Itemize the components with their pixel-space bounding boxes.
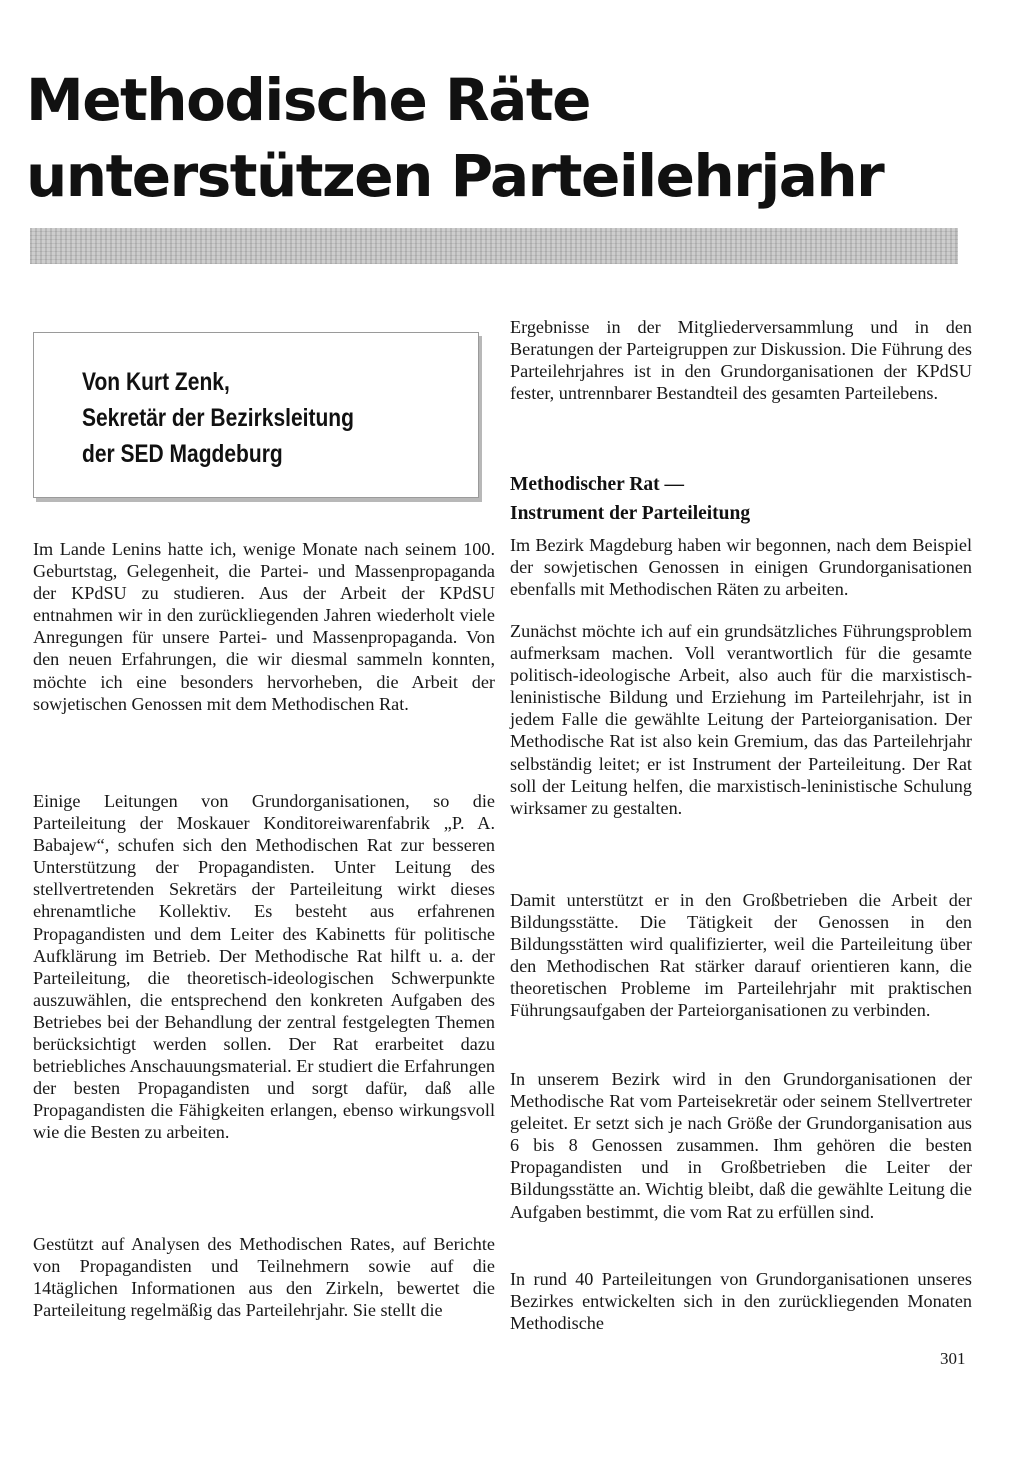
title-line-1: Methodische Räte [26,66,590,134]
body-paragraph: Im Lande Lenins hatte ich, wenige Monate nach seinem 100. Geburtstag, Gelegenheit, die Partei- und Massenpropaganda der KPdSU zu studieren. Aus der Arbeit der KPdSU entnahmen wir in den zurückliegenden Jahren wiederholt viele Anregungen für unsere Partei- und Massenpropaganda. Von den neuen Erfahrungen, die wir diesmal sammeln konnten, möchte ich eine besonders hervorheben, die Arbeit der sowjetischen Genossen mit dem Methodischen Rat. [33,539,495,714]
article-title [26,62,996,214]
author-line-2: Sekretär der Bezirksleitung [82,404,354,432]
body-paragraph: Zunächst möchte ich auf ein grundsätzliches Führungsproblem aufmerksam machen. Voll verantwortlich für die gesamte politisch-ideologische Arbeit, also auch für die marxistisch-leninistische Bildung und Erziehung im Parteilehrjahr, ist in jedem Falle die gewählte Leitung der Parteiorganisation. Der Methodische Rat ist also kein Gremium, das das Parteilehrjahr selbständig leitet; er ist Instrument der Parteileitung. Der Rat soll der Leitung helfen, die marxistisch-leninistische Schulung wirksamer zu gestalten. [510,621,972,818]
author-line-3: der SED Magdeburg [82,440,283,468]
body-paragraph: Gestützt auf Analysen des Methodischen Rates, auf Berichte von Propagandisten und Teilnehmern sowie auf die 14täglichen Informationen aus den Zirkeln, bewertet die Parteileitung regelmäßig das Parteilehrjahr. Sie stellt die [33,1234,495,1321]
author-line-1: Von Kurt Zenk, [82,368,230,396]
title-line-2: unterstützen Parteilehrjahr [26,142,884,210]
section-subheading [510,470,972,528]
subheading-line-1: Methodischer Rat — [510,474,685,495]
page-number: 301 [940,1349,966,1368]
subheading-line-2: Instrument der Parteileitung [510,503,751,524]
body-paragraph: Damit unterstützt er in den Großbetrieben die Arbeit der Bildungsstätte. Die Tätigkeit der Genossen in den Bildungsstätten wird qualifizierter, weil die Parteileitung über den Methodischen Rat stärker darauf orientieren kann, die theoretischen Probleme im Parteilehrjahr mit praktischen Führungsaufgaben der Parteiorganisationen zu verbinden. [510,890,972,1021]
body-paragraph: In rund 40 Parteileitungen von Grundorganisationen unseres Bezirkes entwickelten sich in den zurückliegenden Monaten Methodische [510,1269,972,1334]
body-paragraph: Ergebnisse in der Mitgliederversammlung und in den Beratungen der Parteigruppen zur Diskussion. Die Führung des Parteilehrjahres ist in den Grundorganisationen der KPdSU fester, untrennbarer Bestandteil des gesamten Parteilebens. [510,317,972,404]
body-paragraph: Einige Leitungen von Grundorganisationen, so die Parteileitung der Moskauer Konditoreiwarenfabrik „P. A. Babajew“, schufen sich den Methodischen Rat zur besseren Unterstützung der Propagandisten. Unter Leitung des stellvertretenden Sekretärs der Parteileitung wirkt dieses ehrenamtliche Kollektiv. Es besteht aus erfahrenen Propagandisten und dem Leiter des Kabinetts für politische Aufklärung im Betrieb. Der Methodische Rat hilft u. a. der Parteileitung, die theoretisch-ideologischen Schwerpunkte auszuwählen, die entsprechend den konkreten Aufgaben des Betriebes bei der Behandlung der zentral festgelegten Themen berücksichtigt werden sollen. Der Rat erarbeitet dazu betriebliches Anschauungsmaterial. Er studiert die Erfahrungen der besten Propagandisten und sorgt dafür, daß alle Propagandisten die Fähigkeiten erlangen, ebenso wirkungsvoll wie die Besten zu arbeiten. [33,791,495,1143]
body-paragraph: Im Bezirk Magdeburg haben wir begonnen, nach dem Beispiel der sowjetischen Genossen in einigen Grundorganisationen ebenfalls mit Methodischen Räten zu arbeiten. [510,535,972,600]
decorative-gray-rule [30,228,958,264]
body-paragraph: In unserem Bezirk wird in den Grundorganisationen der Methodische Rat vom Parteisekretär oder seinem Stellvertreter geleitet. Er setzt sich je nach Größe der Grundorganisation aus 6 bis 8 Genossen zusammen. Ihm gehören die besten Propagandisten und in Großbetrieben die Leiter der Bildungsstätte an. Wichtig bleibt, daß die gewählte Leitung die Aufgaben bestimmt, die vom Rat zu erfüllen sind. [510,1069,972,1222]
author-box [33,332,479,498]
